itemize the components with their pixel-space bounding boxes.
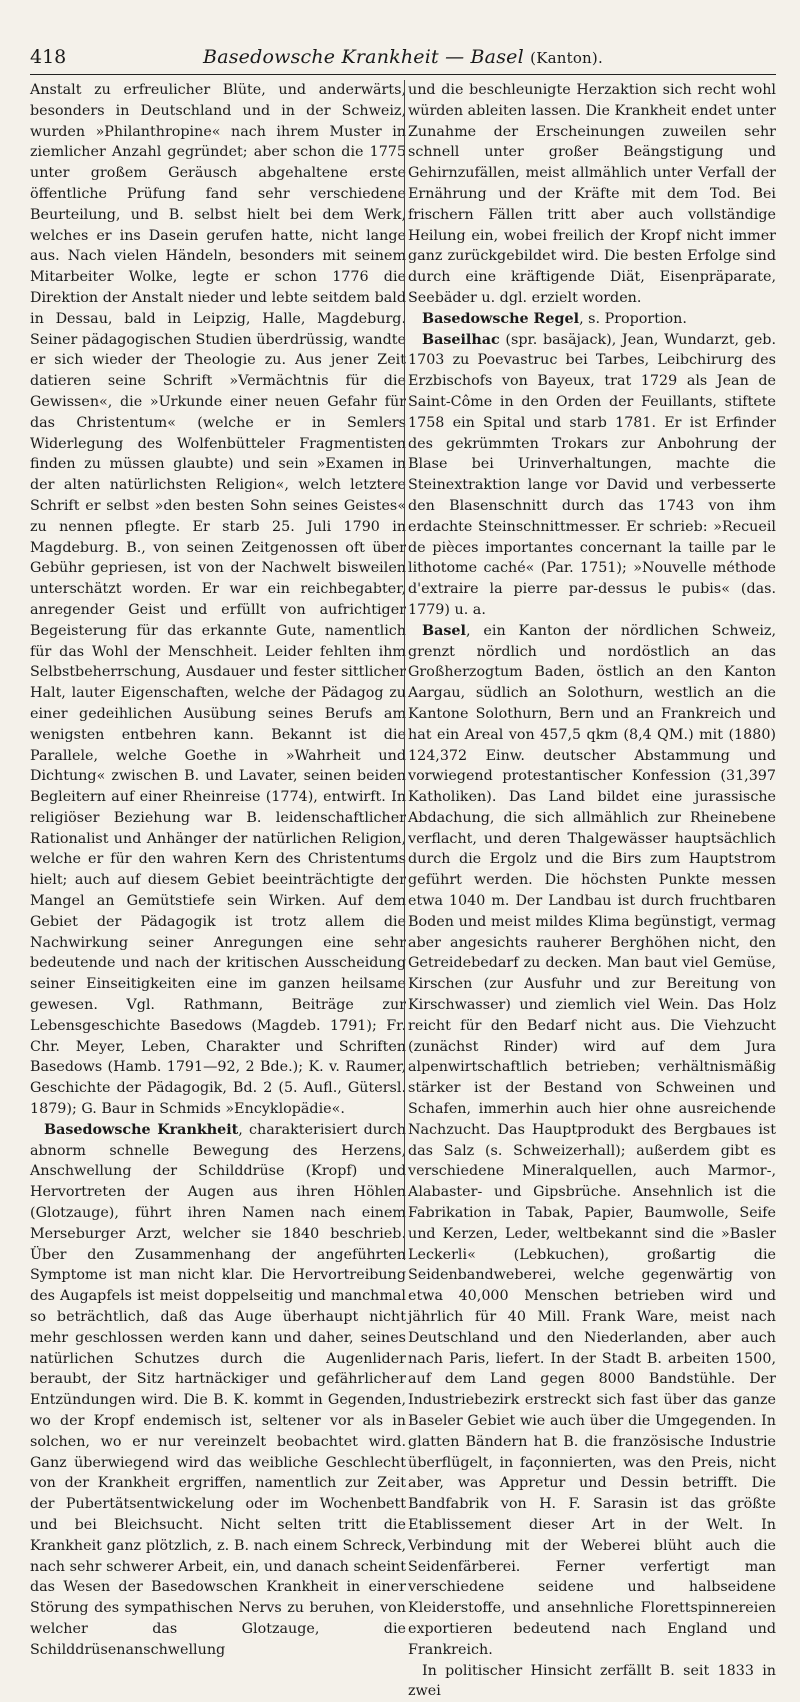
column-divider — [404, 80, 405, 1260]
paragraph-basel-politics: In politischer Hinsicht zerfällt B. seit 1833 in zwei — [408, 1662, 776, 1700]
entry-basel: Basel, ein Kanton der nördlichen Schweiz, grenzt nördlich und nordöstlich an das Großherzogtum Baden, östlich an den Kanton Aargau, südlich an Solothurn, westlich an die Kantone Solothurn, Bern und an Frankreich und hat ein Areal von 457,5 qkm (8,4 QM.) mit (1880) 124,372 Einw. deutscher Abstammung und vorwiegend protestantischer Konfession (31,397 Katholiken). Das Land bildet eine jurassische Abdachung, die sich allmählich zur Rheinebene verflacht, und deren Thalgewässer hauptsächlich durch die Ergolz und die Birs zum Hauptstrom geführt werden. Die höchsten Punkte messen etwa 1040 m. Der Landbau ist durch fruchtbaren Boden und meist mildes Klima begünstigt, vermag aber angesichts rauherer Berghöhen nicht, den Getreidebedarf zu decken. Man baut viel Gemüse, Kirschen (zur Ausfuhr und zur Bereitung von Kirschwasser) und ziemlich viel Wein. Das Holz reicht für den Bedarf nicht aus. Die Viehzucht (zunächst Rinder) wird auf dem Jura alpenwirtschaftlich betrieben; verhältnismäßig stärker ist der Bestand von Schweinen und Schafen, immerhin auch hier ohne ausreichende Nachzucht. Das Hauptprodukt des Bergbaues ist das Salz (s. Schweizerhall); außerdem gibt es verschiedene Mineralquellen, auch Marmor-, Alabaster- und Gipsbrüche. Ansehnlich ist die Fabrikation in Tabak, Papier, Baumwolle, Seife und Kerzen, Leder, weltbekannt sind die »Basler Leckerli« (Lebkuchen), großartig die Seidenbandweberei, welche gegenwärtig von etwa 40,000 Menschen betrieben wird und jährlich für 40 Mill. Frank Ware, meist nach Deutschland und den Niederlanden, aber auch nach Paris, liefert. In der Stadt B. arbeiten 1500, auf dem Land gegen 8000 Bandstühle. Der Industriebezirk erstreckt sich fast über das ganze Baseler Gebiet wie auch über die Umgegenden. In glatten Bändern hat B. die französische Industrie überflügelt, in façonnierten, was den Preis, nicht aber, was Appretur und Dessin betrifft. Die Bandfabrik von H. F. Sarasin ist das größte Etablissement dieser Art in der Welt. In Verbindung mit der Weberei blüht auch die Seidenfärberei. Ferner verfertigt man verschiedene seidene und halbseidene Kleiderstoffe, und ansehnliche Florettspinnereien exportieren bedeutend nach England und Frankreich. — [408, 622, 776, 1658]
lemma: Basedowsche Krankheit — [44, 1121, 239, 1138]
lemma: Basel — [422, 622, 466, 639]
left-column — [30, 80, 406, 1658]
running-title-text: Basedowsche Krankheit — Basel — [203, 46, 524, 68]
lemma: Baseilhac — [422, 331, 500, 348]
running-title — [30, 46, 776, 68]
running-title-note: (Kanton). — [530, 49, 603, 67]
paragraph-krankheit-continued: und die beschleunigte Herzaktion sich recht wohl würden ableiten lassen. Die Krankheit endet unter Zunahme der Erscheinungen zuweilen sehr schnell unter großer Beängstigung und Gehirnzufällen, meist allmählich unter Verfall der Ernährung und der Kräfte mit dem Tod. Bei frischern Fällen tritt aber auch vollständige Heilung ein, wobei freilich der Kropf nicht immer ganz zurückgebildet wird. Die besten Erfolge sind durch eine kräftigende Diät, Eisenpräparate, Seebäder u. dgl. erzielt worden. — [408, 82, 776, 306]
entry-baseilhac: Baseilhac (spr. basäjack), Jean, Wundarzt, geb. 1703 zu Poevastruc bei Tarbes, Leibchirurg des Erzbischofs von Bayeux, trat 1729 als Jean de Saint-Côme in den Orden der Feuillants, stiftete 1758 ein Spital und starb 1781. Er ist Erfinder des gekrümmten Trokars zur Anbohrung der Blase bei Urinverhaltungen, machte die Steinextraktion lange vor David und verbesserte den Blasenschnitt durch das 1743 von ihm erdachte Steinschnittmesser. Er schrieb: »Recueil de pièces importantes concernant la taille par le lithotome caché« (Par. 1751); »Nouvelle méthode d'extraire la pierre par-dessus le pubis« (das. 1779) u. a. — [408, 331, 776, 618]
lemma: Basedowsche Regel — [422, 310, 580, 327]
entry-basedowsche-krankheit: Basedowsche Krankheit, charakterisiert durch abnorm schnelle Bewegung des Herzens, Anschwellung der Schilddrüse (Kropf) und Hervortreten der Augen aus ihren Höhlen (Glotzauge), führt ihren Namen nach einem Merseburger Arzt, welcher sie 1840 beschrieb. Über den Zusammenhang der angeführten Symptome ist man nicht klar. Die Hervortreibung des Augapfels ist meist doppelseitig und manchmal so beträchtlich, daß das Auge überhaupt nicht mehr geschlossen werden kann und daher, seines natürlichen Schutzes durch die Augenlider beraubt, der Sitz hartnäckiger und gefährlicher Entzündungen wird. Die B. K. kommt in Gegenden, wo der Kropf endemisch ist, seltener vor als in solchen, wo er nur vereinzelt beobachtet wird. Ganz überwiegend wird das weibliche Geschlecht von der Krankheit ergriffen, namentlich zur Zeit der Pubertätsentwickelung oder im Wochenbett und bei Bleichsucht. Nicht selten tritt die Krankheit ganz plötzlich, z. B. nach einem Schreck, nach sehr schwerer Arbeit, ein, und danach scheint das Wesen der Basedowschen Krankheit in einer Störung des sympathischen Nervs zu beruhen, von welcher das Glotzauge, die Schilddrüsenanschwellung — [30, 1121, 406, 1658]
paragraph-basedow-continued: Anstalt zu erfreulicher Blüte, und anderwärts, besonders in Deutschland und in der Schweiz, wurden »Philanthropine« nach ihrem Muster in ziemlicher Anzahl gegründet; aber schon die 1775 unter großem Geräusch abgehaltene erste öffentliche Prüfung fand sehr verschiedene Beurteilung, und B. selbst hielt bei dem Werk, welches er ins Dasein gerufen hatte, nicht lange aus. Nach vielen Händeln, besonders mit seinem Mitarbeiter Wolke, legte er schon 1776 die Direktion der Anstalt nieder und lebte seitdem bald in Dessau, bald in Leipzig, Halle, Magdeburg. Seiner pädagogischen Studien überdrüssig, wandte er sich wieder der Theologie zu. Aus jener Zeit datieren seine Schrift »Vermächtnis für die Gewissen«, die »Urkunde einer neuen Gefahr für das Christentum« (welche er in Semlers Widerlegung des Wolfenbütteler Fragmentisten finden zu müssen glaubte) und sein »Examen in der alten natürlichsten Religion«, welch letztere Schrift er selbst »den besten Sohn seines Geistes« zu nennen pflegte. Er starb 25. Juli 1790 in Magdeburg. B., von seinen Zeitgenossen oft über Gebühr gepriesen, ist von der Nachwelt bisweilen unterschätzt worden. Er war ein reichbegabter, anregender Geist und erfüllt von aufrichtiger Begeisterung für das erkannte Gute, namentlich für das Wohl der Menschheit. Leider fehlten ihm Selbstbeherrschung, Ausdauer und fester sittlicher Halt, lauter Eigenschaften, welche der Pädagog zu einer gedeihlichen Ausübung seines Berufs am wenigsten entbehren kann. Bekannt ist die Parallele, welche Goethe in »Wahrheit und Dichtung« zwischen B. und Lavater, seinen beiden Begleitern auf einer Rheinreise (1774), entwirft. In religiöser Beziehung war B. leidenschaftlicher Rationalist und Anhänger der natürlichen Religion, welche er für den wahren Kern des Christentums hielt; auch auf diesem Gebiet beeinträchtigte der Mangel an Gemütstiefe sein Wirken. Auf dem Gebiet der Pädagogik ist trotz allem die Nachwirkung seiner Anregungen eine sehr bedeutende und nach der kritischen Ausscheidung seiner Einseitigkeiten eine im ganzen heilsame gewesen. Vgl. Rathmann, Beiträge zur Lebensgeschichte Basedows (Magdeb. 1791); Fr. Chr. Meyer, Leben, Charakter und Schriften Basedows (Hamb. 1791—92, 2 Bde.); K. v. Raumer, Geschichte der Pädagogik, Bd. 2 (5. Aufl., Gütersl. 1879); G. Baur in Schmids »Encyklopädie«. — [30, 82, 406, 1118]
page-number: 418 — [30, 46, 67, 68]
right-column — [408, 80, 776, 1700]
page-header — [30, 44, 776, 75]
entry-basedowsche-regel: Basedowsche Regel, s. Proportion. — [422, 310, 687, 327]
